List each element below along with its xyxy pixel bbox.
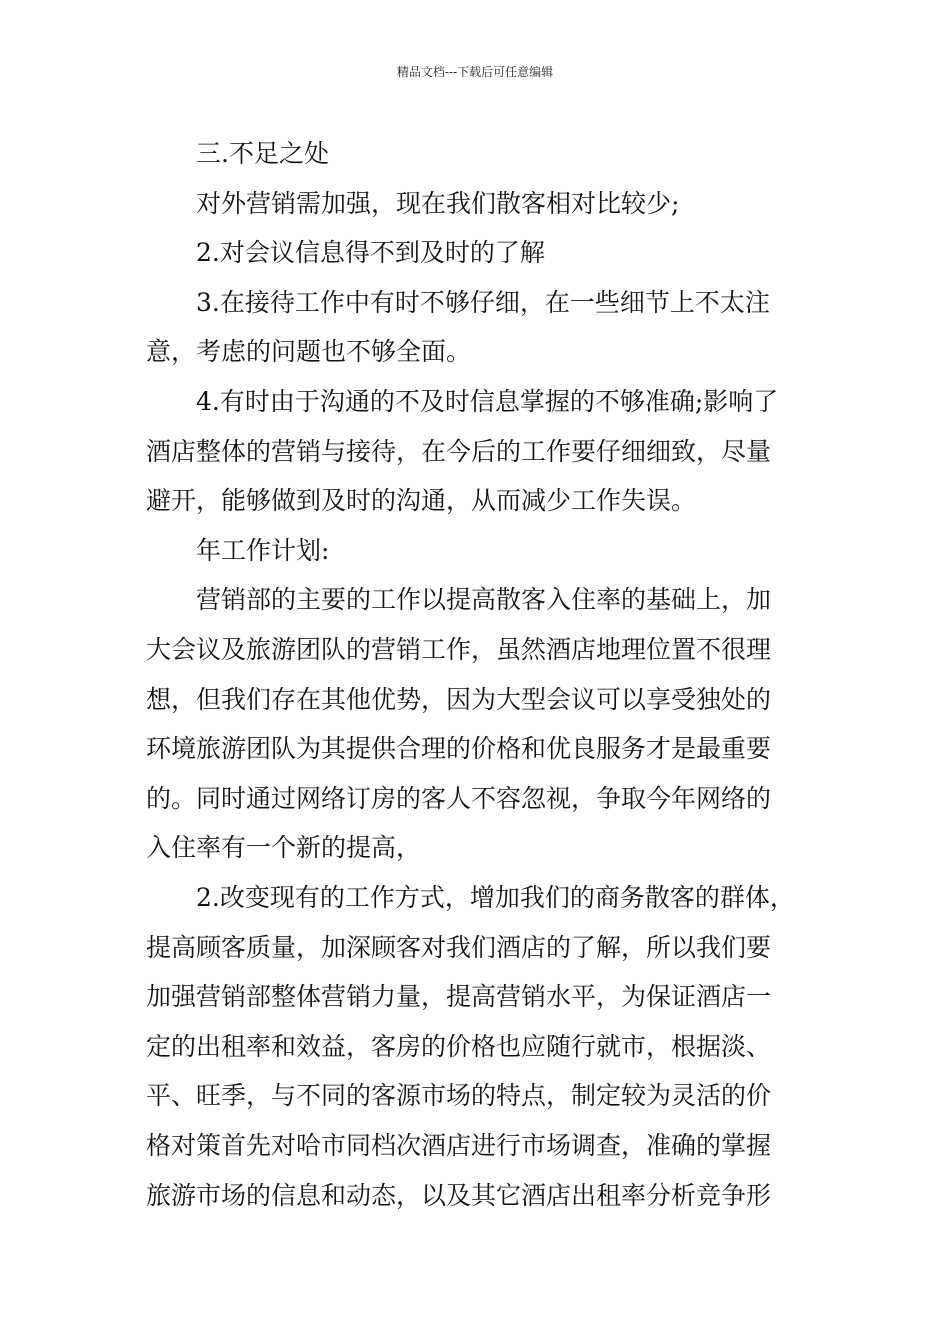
text-line: 格对策首先对哈市同档次酒店进行市场调查，准确的掌握: [146, 1131, 772, 1160]
text-line: 想，但我们存在其他优势，因为大型会议可以享受独处的: [146, 684, 772, 714]
text-line: 三.不足之处: [196, 139, 329, 168]
page-header: 精品文档---下载后可任意编辑: [396, 65, 554, 79]
text-line: 2.改变现有的工作方式，增加我们的商务散客的群体，: [196, 883, 795, 912]
text-line: 加强营销部整体营销力量，提高营销水平，为保证酒店一: [146, 982, 772, 1012]
text-line: 大会议及旅游团队的营销工作，虽然酒店地理位置不很理: [146, 635, 772, 664]
text-line: 环境旅游团队为其提供合理的价格和优良服务才是最重要: [146, 734, 772, 764]
text-line: 避开，能够做到及时的沟通，从而减少工作失误。: [146, 486, 697, 516]
text-line: 酒店整体的营销与接待，在今后的工作要仔细细致，尽量: [146, 436, 772, 466]
text-line: 的。同时通过网络订房的客人不容忽视，争取今年网络的: [146, 783, 772, 813]
text-line: 旅游市场的信息和动态，以及其它酒店出租率分析竞争形: [146, 1180, 772, 1210]
text-line: 2.对会议信息得不到及时的了解: [196, 238, 545, 268]
text-line: 定的出租率和效益，客房的价格也应随行就市，根据淡、: [146, 1031, 772, 1061]
text-line: 营销部的主要的工作以提高散客入住率的基础上，加: [196, 585, 772, 615]
text-line: 入住率有一个新的提高，: [146, 833, 422, 863]
text-line: 意，考虑的问题也不够全面。: [146, 337, 472, 367]
text-line: 平、旺季，与不同的客源市场的特点，制定较为灵活的价: [146, 1081, 772, 1111]
text-line: 4.有时由于沟通的不及时信息掌握的不够准确;影响了: [196, 387, 779, 416]
text-line: 3.在接待工作中有时不够仔细，在一些细节上不太注: [196, 287, 770, 317]
text-line: 年工作计划:: [196, 535, 330, 565]
text-line: 对外营销需加强，现在我们散客相对比较少;: [196, 188, 680, 218]
text-line: 提高顾客质量，加深顾客对我们酒店的了解，所以我们要: [146, 932, 772, 962]
